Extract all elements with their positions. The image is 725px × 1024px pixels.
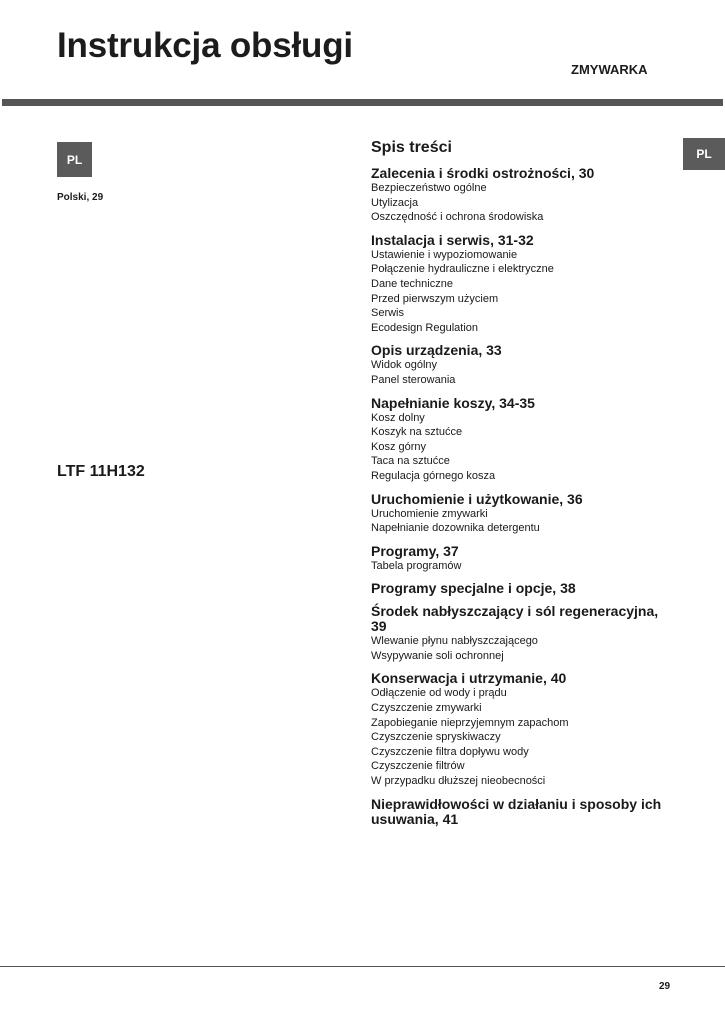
page-title: Instrukcja obsługi (57, 26, 353, 65)
language-badge: PL (57, 142, 92, 177)
toc-subitem: Bezpieczeństwo ogólne (371, 182, 487, 194)
toc-subitem: W przypadku dłuższej nieobecności (371, 775, 546, 788)
toc-section (371, 233, 671, 336)
toc-sections (371, 166, 671, 827)
toc-section-title: Programy, 37 (371, 542, 459, 559)
toc-subitem: Taca na sztućce (371, 455, 450, 468)
toc-section-title: Zalecenia i środki ostrożności, 30 (371, 165, 595, 181)
toc-section-title: Konserwacja i utrzymanie, 40 (371, 670, 567, 687)
toc-subitem: Napełnianie dozownika detergentu (371, 522, 540, 535)
toc-subitem: Kosz dolny (371, 411, 425, 424)
toc-section (371, 604, 671, 663)
toc-subitem: Panel sterowania (371, 373, 456, 386)
toc-subitem: Koszyk na sztućce (371, 426, 463, 439)
toc-subitem: Czyszczenie spryskiwaczy (371, 731, 501, 744)
toc-subitem: Serwis (371, 307, 405, 320)
toc-subitem: Regulacja górnego kosza (371, 469, 496, 482)
toc-section (371, 492, 671, 536)
toc-subitem: Ustawienie i wypoziomowanie (371, 248, 518, 261)
toc-subitem: Wlewanie płynu nabłyszczającego (371, 635, 538, 648)
toc-section-title: Napełnianie koszy, 34-35 (371, 394, 535, 411)
toc-subitem: Odłączenie od wody i prądu (371, 687, 507, 700)
toc-heading: Spis treści (371, 139, 452, 156)
toc-section-title: Środek nabłyszczający i sól regeneracyjna, 39 (371, 603, 659, 635)
toc-subitem: Wsypywanie soli ochronnej (371, 649, 504, 662)
toc-section (371, 166, 671, 225)
toc-section-title: Instalacja i serwis, 31-32 (371, 231, 534, 248)
toc-subitem: Czyszczenie filtrów (371, 760, 465, 773)
toc-subitem: Przed pierwszym użyciem (371, 292, 499, 305)
toc-section (371, 581, 671, 596)
toc-subitem: Ecodesign Regulation (371, 321, 479, 334)
toc-subitem: Czyszczenie zmywarki (371, 702, 482, 715)
language-page-reference: Polski, 29 (57, 192, 104, 203)
toc-section (371, 544, 671, 574)
toc-section-title: Programy specjalne i opcje, 38 (371, 580, 576, 597)
toc-subitem: Dane techniczne (371, 277, 453, 290)
toc-subitem: Widok ogólny (371, 359, 438, 372)
table-of-contents (371, 139, 671, 835)
toc-subitem: Tabela programów (371, 559, 462, 572)
toc-subitem: Połączenie hydrauliczne i elektryczne (371, 263, 554, 276)
toc-subitem: Kosz górny (371, 440, 427, 453)
toc-section-title: Opis urządzenia, 33 (371, 342, 502, 359)
footer-divider (0, 966, 725, 967)
toc-section-title: Uruchomienie i użytkowanie, 36 (371, 490, 583, 507)
toc-section (371, 671, 671, 788)
header-divider (2, 99, 723, 106)
toc-subitem: Utylizacja (371, 196, 419, 209)
toc-section (371, 343, 671, 387)
toc-subitem: Oszczędność i ochrona środowiska (371, 211, 544, 224)
product-category: ZMYWARKA (571, 62, 648, 77)
toc-subitem: Zapobieganie nieprzyjemnym zapachom (371, 716, 569, 729)
toc-section-title: Nieprawidłowości w działaniu i sposoby ich usuwania, 41 (371, 795, 662, 827)
toc-subitem: Czyszczenie filtra dopływu wody (371, 745, 529, 758)
toc-section (371, 797, 671, 827)
model-number: LTF 11H132 (57, 463, 145, 480)
toc-section (371, 396, 671, 484)
side-language-tab: PL (683, 138, 725, 170)
toc-subitem: Uruchomienie zmywarki (371, 507, 488, 520)
page-number: 29 (659, 981, 671, 992)
